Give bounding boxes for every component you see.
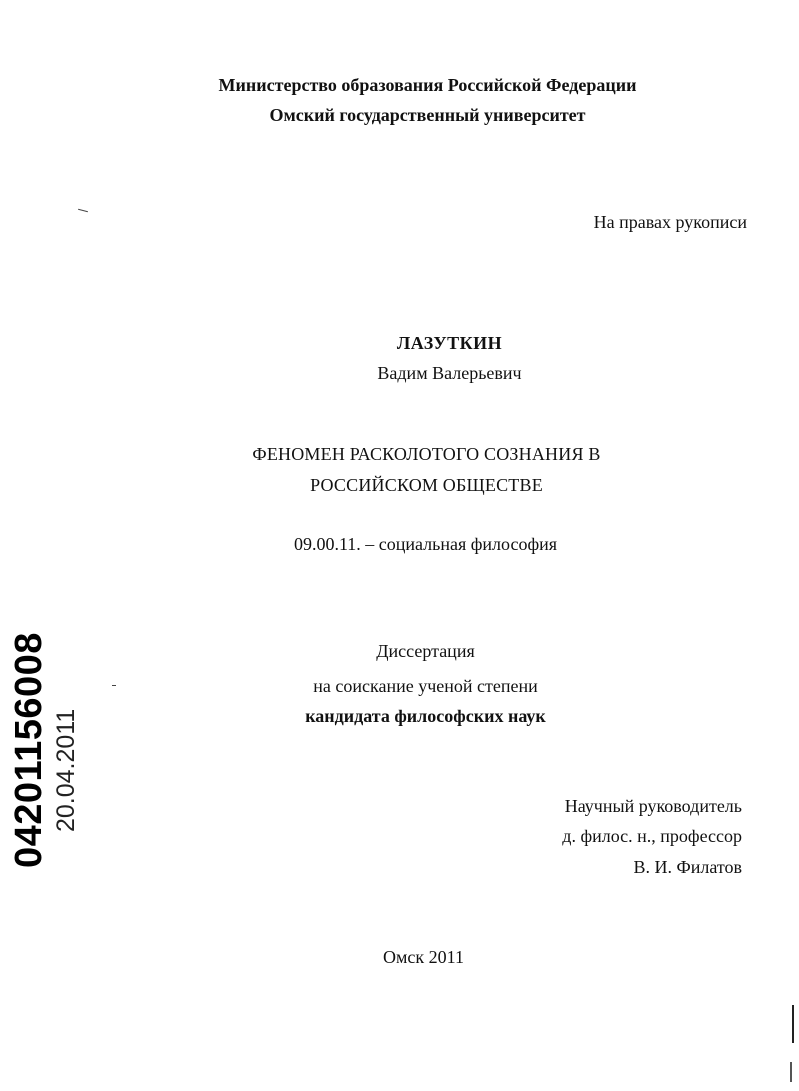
degree-name: кандидата философских наук (305, 706, 546, 726)
dissertation-title-line-1: ФЕНОМЕН РАСКОЛОТОГО СОЗНАНИЯ В (252, 444, 601, 464)
manuscript-rights-note: На правах рукописи (593, 212, 747, 232)
scan-edge-mark (792, 1005, 794, 1043)
dissertation-title-line-2: РОССИЙСКОМ ОБЩЕСТВЕ (310, 475, 543, 495)
supervisor-role: Научный руководитель (564, 796, 742, 816)
scan-edge-mark (790, 1062, 792, 1082)
ministry-heading: Министерство образования Российской Федерации (218, 75, 637, 95)
supervisor-name: В. И. Филатов (633, 857, 742, 877)
supervisor-degree: д. филос. н., профессор (562, 826, 742, 846)
city-year: Омск 2011 (383, 947, 464, 967)
archive-stamp-id: 04201156008 (8, 632, 50, 868)
archive-stamp-date: 20.04.2011 (52, 708, 80, 832)
author-given-names: Вадим Валерьевич (377, 363, 522, 383)
author-surname: ЛАЗУТКИН (396, 333, 503, 353)
degree-purpose: на соискание ученой степени (313, 676, 538, 696)
scan-mark (78, 209, 88, 213)
specialty-code: 09.00.11. – социальная философия (293, 534, 558, 554)
university-heading: Омский государственный университет (269, 105, 586, 125)
dissertation-label: Диссертация (376, 641, 475, 661)
